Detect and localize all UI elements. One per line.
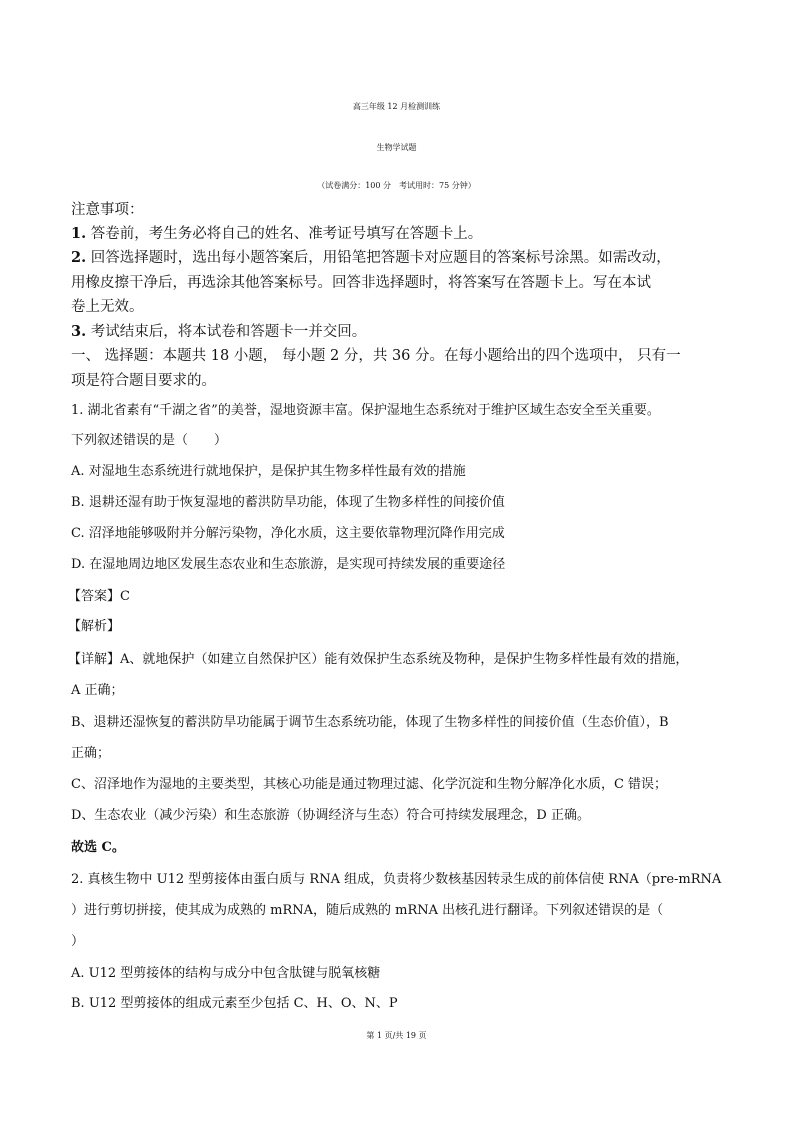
notice-heading: 注意事项： [71, 202, 144, 218]
q1-answer [68, 587, 130, 607]
exam-subject: 生物学试题 [376, 143, 417, 152]
notice-item-2-num: 2. [71, 249, 87, 266]
q2-stem-line-2: ）进行剪切拼接，使其成为成熟的 mRNA，随后成熟的 mRNA 出核孔进行翻译。下列叙述错误的是（ [71, 903, 664, 918]
q1-conclusion: 故选 C。 [71, 840, 125, 855]
section-1-heading-line-1: 一、 选择题：本题共 18 小题， 每小题 2 分，共 36 分。在每小题给出的四个选项中， 只有一 [71, 348, 681, 364]
q2-option-b: B. U12 型剪接体的组成元素至少包括 C、H、O、N、P [71, 996, 398, 1011]
q1-option-d: D. 在湿地周边地区发展生态农业和生态旅游，是实现可持续发展的重要途径 [71, 557, 506, 572]
notice-item-3-num: 3. [71, 323, 87, 340]
page-number: 第 1 页/共 19 页 [366, 1031, 427, 1040]
notice-item-2-line-3: 卷上无效。 [71, 299, 144, 315]
exam-title: 高三年级 12 月检测训练 [352, 102, 441, 111]
notice-item-1-text: 答卷前，考生务必将自己的姓名、准考证号填写在答题卡上。 [90, 226, 483, 242]
q2-stem-line-1: 2. 真核生物中 U12 型剪接体由蛋白质与 RNA 组成，负责将少数核基因转录生成的前体信使 RNA（pre-mRNA [71, 872, 722, 887]
q1-analysis-tag: 【解析】 [68, 619, 121, 634]
answer-tag: 【答案】 [68, 589, 121, 604]
notice-item-3 [71, 322, 366, 342]
notice-item-1 [71, 224, 482, 244]
q2-stem-line-3: ） [71, 934, 85, 949]
q1-detail-line-1: 【详解】A、就地保护（如建立自然保护区）能有效保护生态系统及物种，是保护生物多样性最有效的措施， [68, 652, 689, 667]
answer-value: C [120, 589, 130, 604]
q1-stem-line-2: 下列叙述错误的是（ ） [71, 433, 228, 448]
notice-item-1-num: 1. [71, 225, 87, 242]
exam-info: （试卷满分：100 分 考试用时：75 分钟） [317, 181, 476, 190]
notice-item-2-line-1 [71, 248, 671, 268]
q1-option-b: B. 退耕还湿有助于恢复湿地的蓄洪防旱功能，体现了生物多样性的间接价值 [71, 495, 505, 510]
section-1-heading-line-2: 项是符合题目要求的。 [71, 373, 216, 389]
q1-option-c: C. 沼泽地能够吸附并分解污染物，净化水质，这主要依靠物理沉降作用完成 [71, 526, 505, 541]
q1-detail-line-2: A 正确； [71, 683, 124, 698]
q1-detail-line-3: B、退耕还湿恢复的蓄洪防旱功能属于调节生态系统功能，体现了生物多样性的间接价值（生态价值），B [71, 715, 669, 730]
q1-detail-line-4: 正确； [71, 746, 111, 761]
notice-item-2-line-2: 用橡皮擦干净后，再选涂其他答案标号。回答非选择题时，将答案写在答题卡上。写在本试 [71, 275, 651, 291]
notice-item-3-text: 考试结束后，将本试卷和答题卡一并交回。 [90, 324, 367, 340]
notice-item-2-text: 回答选择题时，选出每小题答案后，用铅笔把答题卡对应题目的答案标号涂黑。如需改动， [90, 250, 671, 266]
q1-detail-line-6: D、生态农业（减少污染）和生态旅游（协调经济与生态）符合可持续发展理念，D 正确。 [71, 808, 590, 823]
q1-option-a: A. 对湿地生态系统进行就地保护，是保护其生物多样性最有效的措施 [71, 464, 466, 479]
q2-option-a: A. U12 型剪接体的结构与成分中包含肽键与脱氧核糖 [71, 966, 381, 981]
q1-stem-line-1: 1. 湖北省素有“千湖之省”的美誉，湿地资源丰富。保护湿地生态系统对于维护区域生态安全至关重要。 [71, 403, 660, 418]
q1-detail-line-5: C、沼泽地作为湿地的主要类型，其核心功能是通过物理过滤、化学沉淀和生物分解净化水质，C 错误； [71, 777, 668, 792]
